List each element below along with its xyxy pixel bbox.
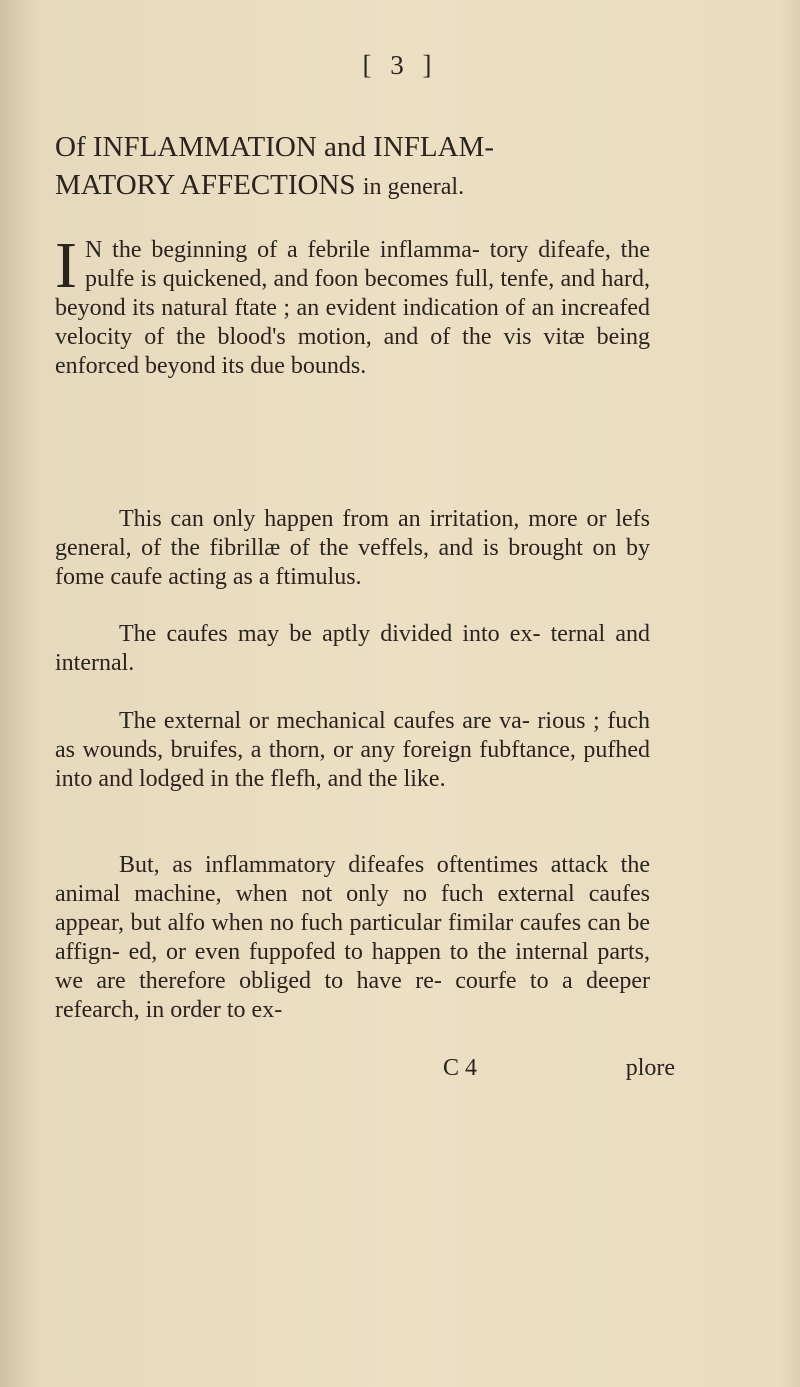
paragraph-4: The external or mechanical caufes are va- rious ; fuch as wounds, bruifes, a thorn, or any foreign fubftance, pufhed into and lodged in the flefh, and the like. [55,708,650,792]
title-line-2 [55,166,775,206]
paragraph-2: This can only happen from an irritation, more or lefs general, of the fibrillæ of the veffels, and is brought on by fome caufe acting as a ftimulus. [55,506,650,590]
catchword: plore [625,1055,675,1081]
page-number: [ 3 ] [362,50,438,80]
paragraph-3: The caufes may be aptly divided into ex- ternal and internal. [55,621,650,676]
signature-mark: C 4 [443,1055,478,1081]
paragraph-1 [55,229,650,381]
title-line-1: Of INFLAMMATION and INFLAM- [55,131,494,163]
title-suffix: in general. [362,174,465,200]
drop-cap: I [55,229,77,302]
chapter-title [55,128,775,206]
paragraph-5: But, as inflammatory difeafes oftentimes attack the animal machine, when not only no fuch external caufes appear, but alfo when no fuch particular fimilar caufes can be affign- ed, or even fuppofed to happen to the internal parts, we are therefore obliged to have re- courfe to a deeper refearch, in order to ex- [55,852,650,1023]
title-line-2-main: MATORY AFFECTIONS [55,169,356,201]
paragraph-1-text: N the beginning of a febrile inflamma- tory difeafe, the pulfe is quickened, and foon becomes full, tenfe, and hard, beyond its natural ftate ; an evident indication of an increafed velocity of the blood's motion, and of the vis vitæ being enforced beyond its due bounds. [55,237,650,379]
